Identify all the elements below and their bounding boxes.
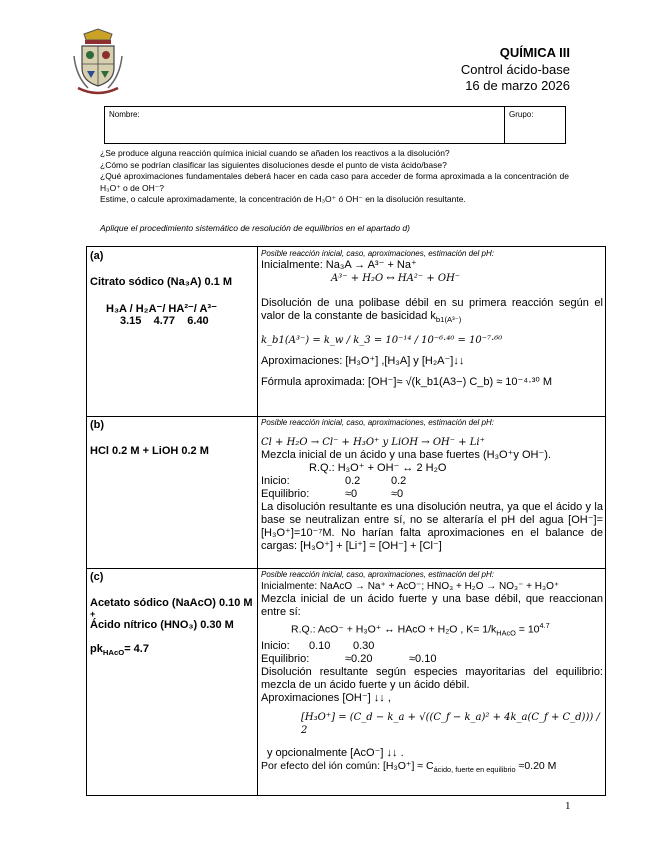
- question-4: Estime, o calcule aproximadamente, la concentración de H₃O⁺ ó OH⁻ en la disolución resultante.: [100, 194, 466, 204]
- row-a-pkas: 3.15 4.77 6.40: [120, 315, 209, 327]
- row-b-explanation: Mezcla inicial de un ácido y una base fuertes (H₃O⁺y OH⁻).: [261, 449, 551, 461]
- row-a-compound: Citrato sódico (Na₃A) 0.1 M: [90, 276, 232, 288]
- name-group-divider: [504, 107, 505, 143]
- row-a-explanation: Disolución de una polibase débil en su primera reacción según el valor de la constante de basicidad $k_{b1(A^{3-})}$: [261, 297, 603, 325]
- row-b-compound: HCl 0.2 M + LiOH 0.2 M: [90, 445, 209, 457]
- row-b-rq: R.Q.: H₃O⁺ + OH⁻ ↔ 2 H₂O: [309, 462, 447, 474]
- row-c-rq: R.Q.: AcO⁻ + H₃O⁺ ↔ HAcO + H₂O , $K= 1/k_{HAcO} = 10^{4.7}$: [291, 621, 550, 638]
- row-c-formula: [H₃O⁺] = (C_d − k_a + √((C_f − k_a)² + 4k_a(C_f + C_d))) / 2: [301, 711, 600, 736]
- name-field-label: Nombre:: [109, 110, 140, 119]
- row-b-conclusion: La disolución resultante es una disolución neutra, ya que el ácido y la base se neutralizan entre sí, no se alteraría el pH del agua [OH⁻]=[H₃O⁺]=10⁻⁷M. No harían falta aproximaciones en el balance de cargas: [H₃O⁺] + [Li⁺] = [OH⁻] + [Cl⁻]: [261, 501, 603, 552]
- row-a-approximations: Aproximaciones: [H₃O⁺] ,[H₃A] y [H₂A⁻]↓↓: [261, 355, 465, 368]
- row-a-formula: Fórmula aproximada: [OH⁻]≈ √(k_b1(A3−) C_b) ≈ 10⁻⁴·³⁰ M: [261, 376, 553, 389]
- row-b-hint: Posible reacción inicial, caso, aproximaciones, estimación del pH:: [261, 418, 494, 427]
- student-info-box: [104, 106, 566, 144]
- row-c-conclusion: Disolución resultante según especies mayoritarias del equilibrio: mezcla de un ácido fuerte y un ácido débil.: [261, 665, 603, 691]
- row-b-reaction-1: Cl + H₂O → Cl⁻ + H₃O⁺ y LiOH → OH⁻ + Li⁺: [261, 437, 485, 448]
- question-3: ¿Qué aproximaciones fundamentales deberá hacer en cada caso para acceder de forma aproximada a la concentración de H₃O⁺ o de OH⁻?: [100, 171, 569, 193]
- row-b-label: (b): [90, 419, 105, 431]
- row-c-explanation: Mezcla inicial de un ácido fuerte y una base débil, que reaccionan entre sí:: [261, 593, 603, 618]
- row-c-compound-1: Acetato sódico (NaAcO) 0.10 M: [90, 597, 253, 609]
- row-c-final: Por efecto del ión común: $[H_3O^+] \approx C_{ácido, fuerte en equilibrio} \approx 0.20$ M: [261, 759, 557, 774]
- row-c-reaction-1: Inicialmente: NaAcO → Na⁺ + AcO⁻; HNO₃ + H₂O → NO₃⁻ + H₃O⁺: [261, 581, 560, 592]
- row-c-label: (c): [90, 571, 104, 583]
- row-a-hint: Posible reacción inicial, caso, aproximaciones, estimación del pH:: [261, 249, 494, 258]
- row-a-reaction-1: Inicialmente: Na₃A → A³⁻ + Na⁺: [261, 259, 417, 271]
- row-c-hint: Posible reacción inicial, caso, aproximaciones, estimación del pH:: [261, 570, 494, 579]
- column-divider: [257, 247, 258, 795]
- row-c-pk: $pk_{HAcO}= 4.7$: [90, 643, 149, 658]
- row-a-kb-equation: k_b1(A³⁻) = k_w / k_3 = 10⁻¹⁴ / 10⁻⁶·⁴⁰ = 10⁻⁷·⁶⁰: [261, 335, 503, 347]
- row-a-species: H₃A / H₂A⁻/ HA²⁻/ A³⁻: [106, 303, 217, 315]
- row-a-label: (a): [90, 250, 104, 262]
- question-2: ¿Cómo se podrían clasificar las siguientes disoluciones desde el punto de vista ácido/base?: [100, 159, 447, 170]
- row-a-reaction-2: A³⁻ + H₂O ↔ HA²⁻ + OH⁻: [331, 273, 461, 284]
- row-b-equilibrio: Equilibrio: ≈0 ≈0: [261, 488, 404, 500]
- exam-date: 16 de marzo 2026: [465, 78, 570, 93]
- course-title: QUÍMICA III: [499, 45, 570, 60]
- exercise-table: [86, 246, 606, 796]
- row-c-compound-2: Ácido nítrico (HNO₃) 0.30 M: [90, 619, 234, 631]
- row-b-left: [90, 419, 254, 457]
- instruction-text: Aplique el procedimiento sistemático de resolución de equilibrios en el apartado d): [100, 223, 410, 233]
- row-c-right: [261, 570, 603, 795]
- row-divider-bc: [87, 568, 605, 569]
- row-c-left: [90, 571, 254, 657]
- row-a-left: [90, 250, 254, 327]
- row-a-right: [261, 249, 603, 414]
- row-c-optional: y opcionalmente [AcO⁻] ↓↓ .: [267, 746, 404, 759]
- row-c-equilibrio: Equilibrio: ≈0.20 ≈0.10: [261, 652, 437, 665]
- page-number: 1: [565, 800, 571, 812]
- group-field-label: Grupo:: [509, 110, 534, 119]
- row-b-inicio: Inicio: 0.2 0.2: [261, 475, 407, 487]
- question-list: [100, 148, 569, 206]
- exam-subtitle: Control ácido-base: [460, 62, 570, 77]
- university-crest-icon: [70, 26, 126, 96]
- question-1: ¿Se produce alguna reacción química inicial cuando se añaden los reactivos a la disolución?: [100, 148, 450, 158]
- row-c-plus: +: [90, 609, 96, 619]
- row-divider-ab: [87, 416, 605, 417]
- row-b-right: [261, 418, 603, 567]
- row-c-approximations: Aproximaciones [OH⁻] ↓↓ ,: [261, 691, 391, 704]
- row-c-inicio: Inicio: 0.10 0.30: [261, 639, 375, 652]
